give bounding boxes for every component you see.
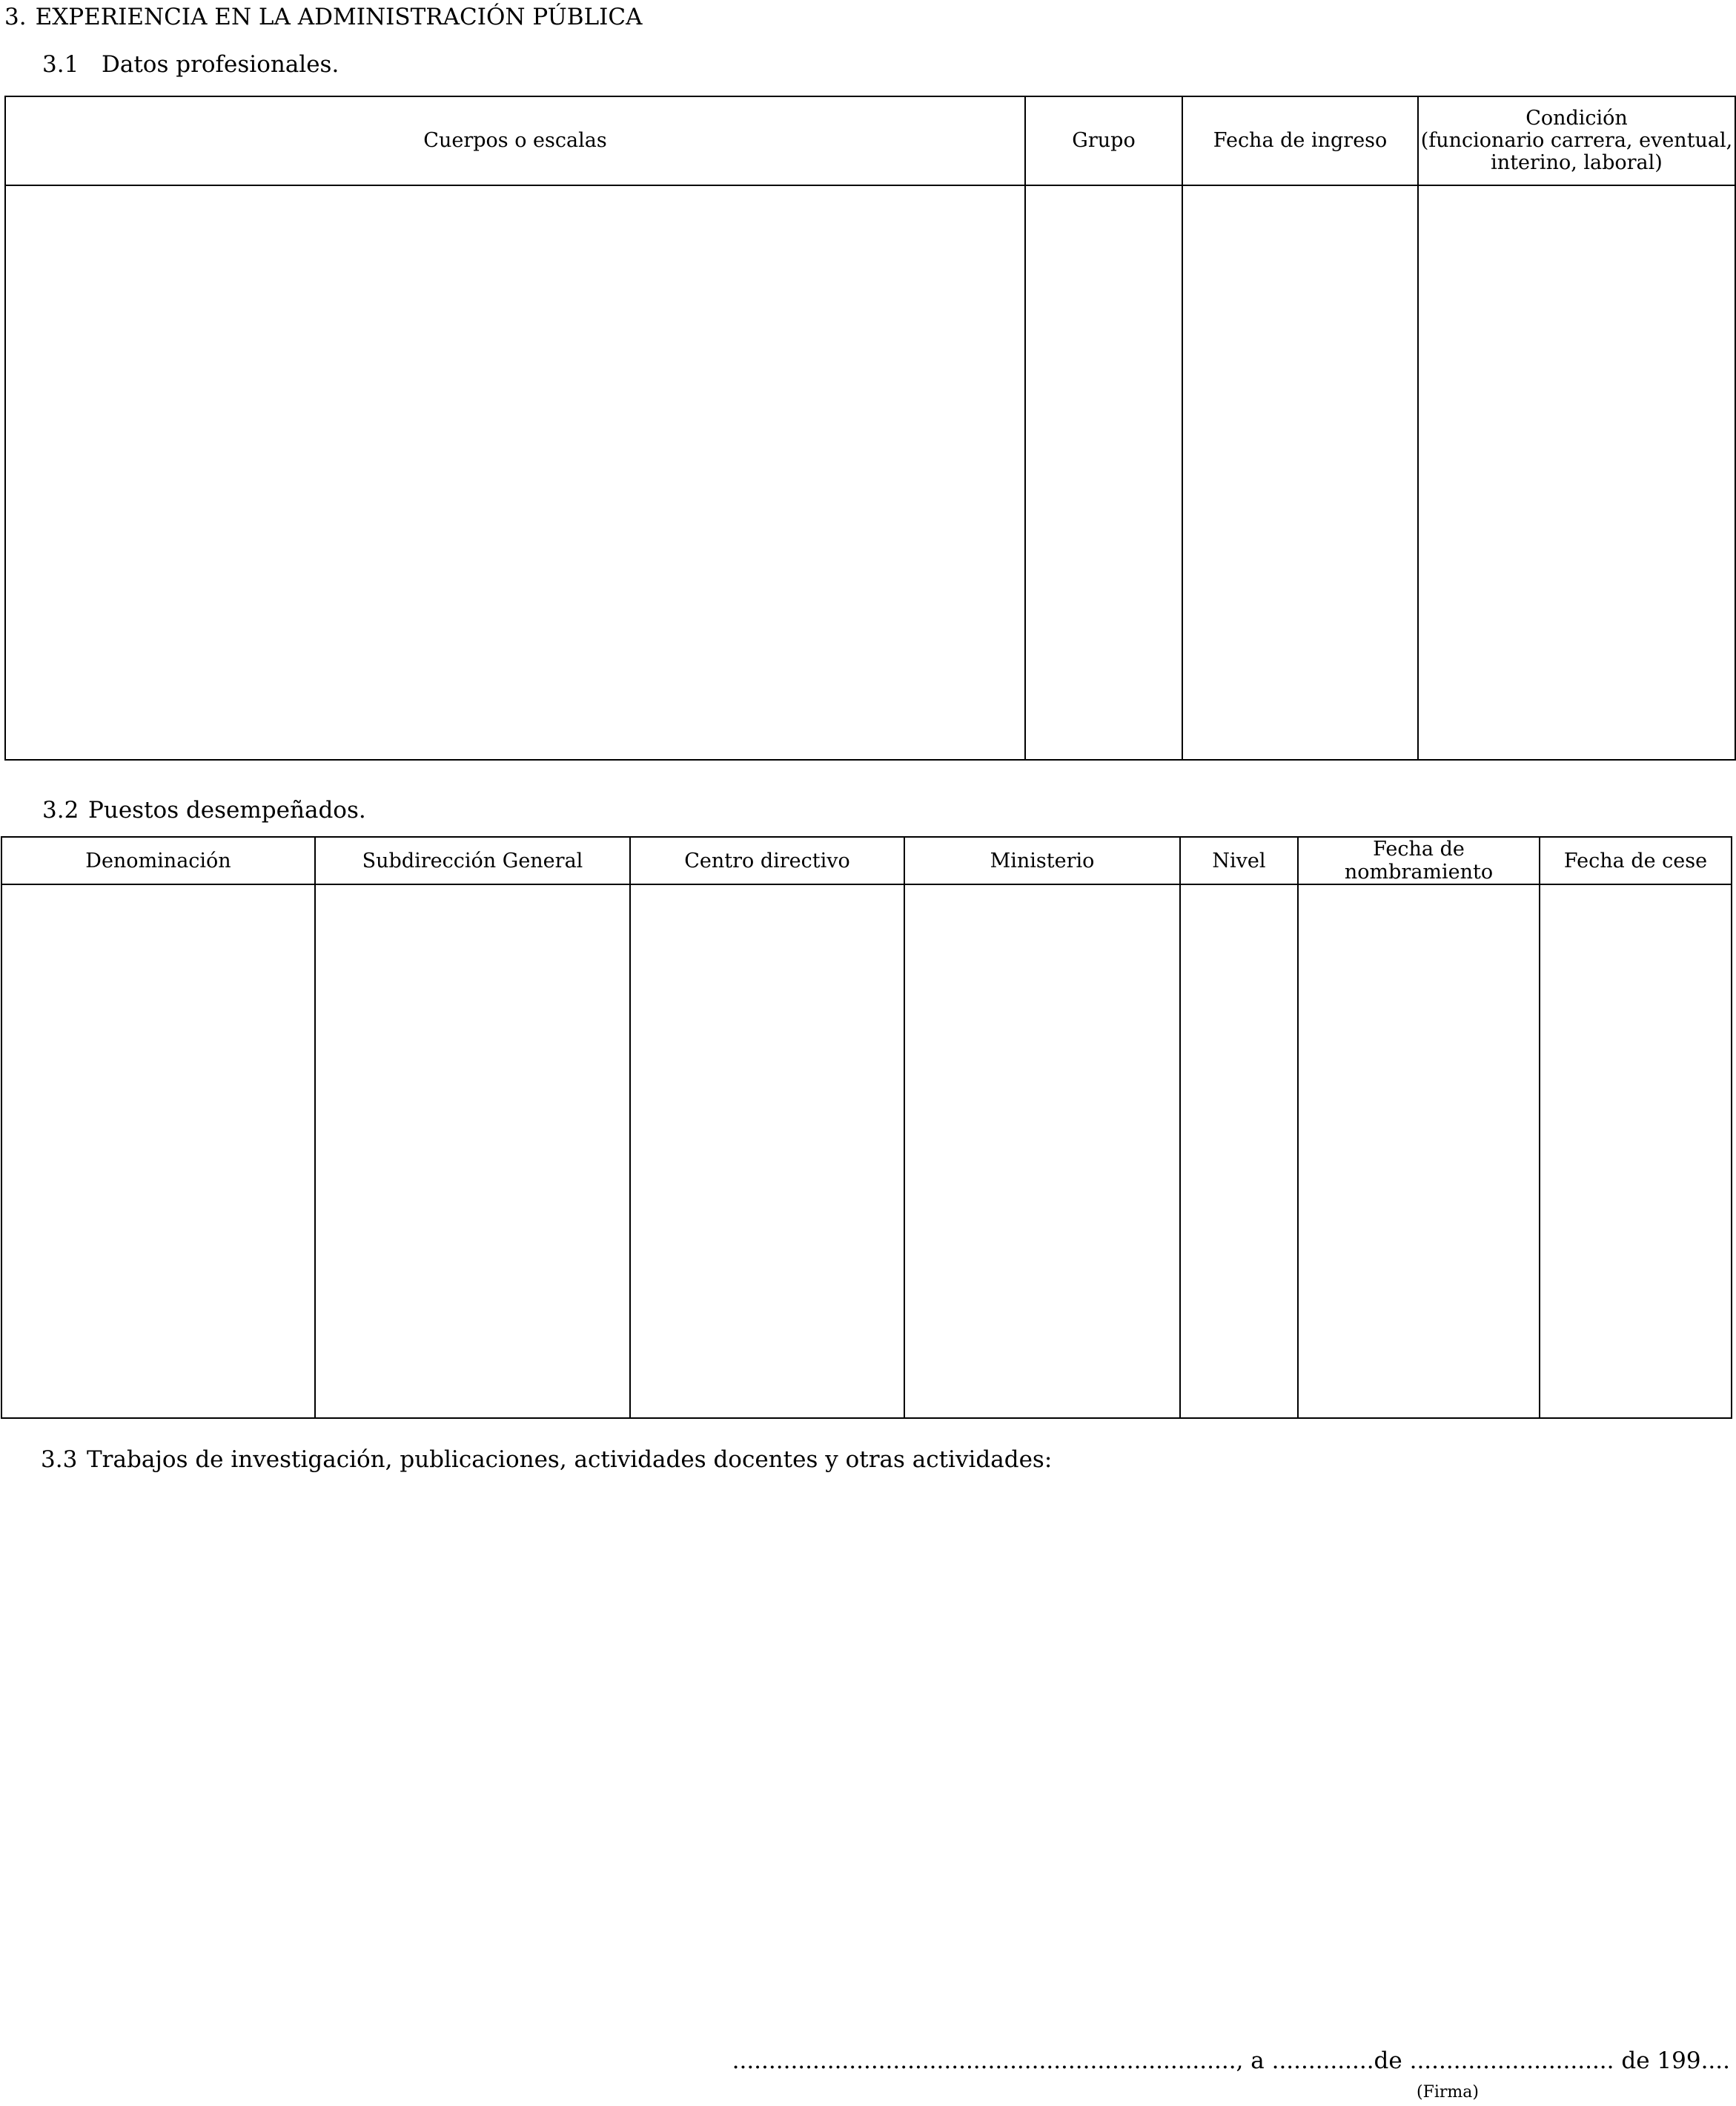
table-cell-grupo[interactable] [1025, 185, 1182, 760]
column-header-nivel: Nivel [1180, 837, 1298, 884]
subsection-3-1-number: 3.1 [42, 51, 79, 78]
column-header-centro-directivo: Centro directivo [630, 837, 904, 884]
column-header-ministerio: Ministerio [904, 837, 1180, 884]
table-cell-subdireccion[interactable] [315, 884, 630, 1418]
signature-label: (Firma) [1417, 2083, 1479, 2102]
table-header-row [1, 837, 1732, 884]
column-header-subdireccion: Subdirección General [315, 837, 630, 884]
table-cell-condicion[interactable] [1418, 185, 1735, 760]
table-cell-ministerio[interactable] [904, 884, 1180, 1418]
column-header-grupo: Grupo [1025, 96, 1182, 185]
subsection-3-2-heading [42, 799, 366, 822]
subsection-3-3-number: 3.3 [41, 1446, 78, 1473]
table-cell-fecha-nombramiento[interactable] [1298, 884, 1540, 1418]
signature-date-line[interactable]: ....................................................................., a ..............de ............................ de 199.... [732, 2047, 1730, 2074]
column-header-cuerpos: Cuerpos o escalas [5, 96, 1025, 185]
column-header-fecha-ingreso: Fecha de ingreso [1182, 96, 1418, 185]
subsection-3-1-heading [42, 53, 339, 76]
subsection-3-2-title: Puestos desempeñados. [88, 797, 366, 824]
table-row [1, 884, 1732, 1418]
table-cell-centro-directivo[interactable] [630, 884, 904, 1418]
subsection-3-1-title: Datos profesionales. [102, 51, 339, 78]
subsection-3-3-title: Trabajos de investigación, publicaciones, actividades docentes y otras actividades: [87, 1446, 1053, 1473]
table-cell-nivel[interactable] [1180, 884, 1298, 1418]
section-heading [4, 6, 643, 29]
table-row [5, 185, 1735, 760]
subsection-3-2-number: 3.2 [42, 797, 79, 824]
table-header-row [5, 96, 1735, 185]
column-header-fecha-nombramiento: Fecha de nombramiento [1298, 837, 1540, 884]
column-header-fecha-cese: Fecha de cese [1540, 837, 1732, 884]
column-header-denominacion: Denominación [1, 837, 315, 884]
column-header-condicion: Condición (funcionario carrera, eventual, interino, laboral) [1418, 96, 1735, 185]
section-title: EXPERIENCIA EN LA ADMINISTRACIÓN PÚBLICA [35, 4, 643, 30]
section-number: 3. [4, 4, 27, 30]
puestos-desempenados-table [1, 836, 1732, 1419]
table-cell-fecha-cese[interactable] [1540, 884, 1732, 1418]
datos-profesionales-table [4, 96, 1736, 761]
table-cell-cuerpos[interactable] [5, 185, 1025, 760]
table-cell-denominacion[interactable] [1, 884, 315, 1418]
table-cell-fecha-ingreso[interactable] [1182, 185, 1418, 760]
subsection-3-3-heading [41, 1448, 1052, 1471]
